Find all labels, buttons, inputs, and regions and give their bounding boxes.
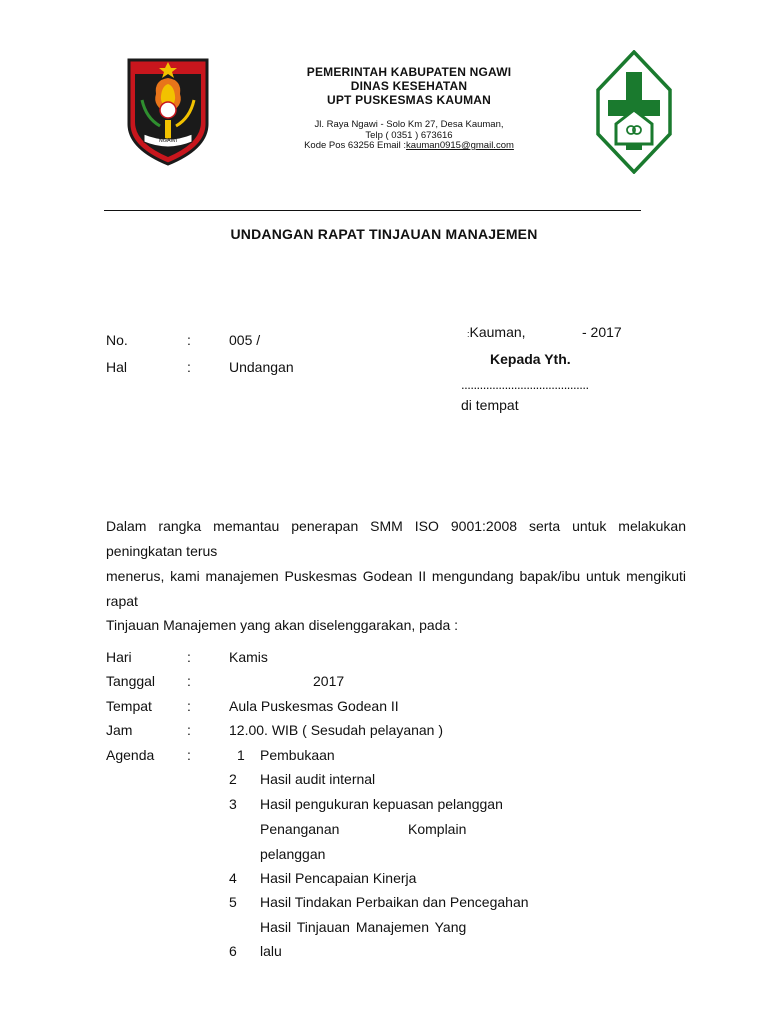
subject-separator: : xyxy=(187,359,191,375)
body-line-1: Dalam rangka memantau penerapan SMM ISO 9001:2008 serta untuk melakukan xyxy=(106,518,686,534)
letterhead-line-3: UPT PUSKESMAS KAUMAN xyxy=(326,93,491,107)
letter-year: - 2017 xyxy=(582,324,622,340)
email-link[interactable]: kauman0915@gmail.com xyxy=(406,140,514,151)
date-separator: : xyxy=(187,673,191,689)
day-label: Hari xyxy=(106,649,132,665)
agenda-item-5-cont: Hasil Tinjauan Manajemen Yang xyxy=(260,919,467,935)
number-label: No. xyxy=(106,332,128,348)
agenda-separator: : xyxy=(187,747,191,763)
letterhead-address-1: Jl. Raya Ngawi - Solo Km 27, Desa Kauman, xyxy=(314,119,504,130)
date-label: Tanggal xyxy=(106,673,156,689)
puskesmas-logo xyxy=(596,50,672,174)
body-line-2: peningkatan terus xyxy=(106,543,218,559)
agenda-number-5: 5 xyxy=(229,894,237,910)
place-date xyxy=(467,323,526,343)
agenda-item-3: Hasil pengukuran kepuasan pelanggan xyxy=(260,796,503,812)
agenda-item-3-cont-2: pelanggan xyxy=(260,846,326,862)
time-label: Jam xyxy=(106,722,133,738)
date-value: 2017 xyxy=(313,673,345,689)
agenda-number-4: 4 xyxy=(229,870,237,886)
body-line-3: menerus, kami manajemen Puskesmas Godean II mengundang bapak/ibu untuk mengikuti xyxy=(106,568,686,584)
letterhead-line-1: PEMERINTAH KABUPATEN NGAWI xyxy=(306,65,512,79)
place-prefix: : xyxy=(467,329,470,339)
emblem-lettering: NGAWI xyxy=(158,138,178,144)
agenda-item-3-cont-left: Penanganan xyxy=(260,821,340,837)
agenda-number-1: 1 xyxy=(237,747,245,763)
agenda-number-3: 3 xyxy=(229,796,237,812)
agenda-label: Agenda xyxy=(106,747,155,763)
header-divider xyxy=(104,210,641,211)
time-separator: : xyxy=(187,722,191,738)
body-line-4: rapat xyxy=(106,593,138,609)
agenda-number-2: 2 xyxy=(229,771,237,787)
day-separator: : xyxy=(187,649,191,665)
agenda-number-6: 6 xyxy=(229,943,237,959)
kabupaten-ngawi-emblem xyxy=(126,56,210,168)
venue-separator: : xyxy=(187,698,191,714)
subject-value: Undangan xyxy=(229,359,294,375)
venue-label: Tempat xyxy=(106,698,152,714)
agenda-item-1: Pembukaan xyxy=(260,747,335,763)
number-separator: : xyxy=(187,332,191,348)
venue-value: Aula Puskesmas Godean II xyxy=(229,698,399,714)
day-value: Kamis xyxy=(229,649,268,665)
postal-code-label: Kode Pos 63256 Email : xyxy=(304,140,407,151)
agenda-item-4: Hasil Pencapaian Kinerja xyxy=(260,870,417,886)
agenda-item-5: Hasil Tindakan Perbaikan dan Pencegahan xyxy=(260,894,529,910)
recipient-greeting: Kepada Yth. xyxy=(490,351,571,367)
place: Kauman, xyxy=(469,324,526,340)
number-value: 005 / xyxy=(229,332,261,348)
agenda-item-6: lalu xyxy=(260,943,282,959)
agenda-item-2: Hasil audit internal xyxy=(260,771,376,787)
letterhead-line-2: DINAS KESEHATAN xyxy=(350,79,468,93)
document-title: UNDANGAN RAPAT TINJAUAN MANAJEMEN xyxy=(230,226,538,242)
recipient-place: di tempat xyxy=(461,397,519,413)
letterhead-address-3 xyxy=(249,140,569,151)
recipient-placeholder: ......................................... xyxy=(461,377,589,392)
letterhead-address-2: Telp ( 0351 ) 673616 xyxy=(365,130,453,141)
subject-label: Hal xyxy=(106,359,128,375)
time-value: 12.00. WIB ( Sesudah pelayanan ) xyxy=(229,722,444,738)
body-line-5: Tinjauan Manajemen yang akan diselenggarakan, pada : xyxy=(106,617,459,633)
agenda-item-3-cont-right: Komplain xyxy=(408,821,467,837)
